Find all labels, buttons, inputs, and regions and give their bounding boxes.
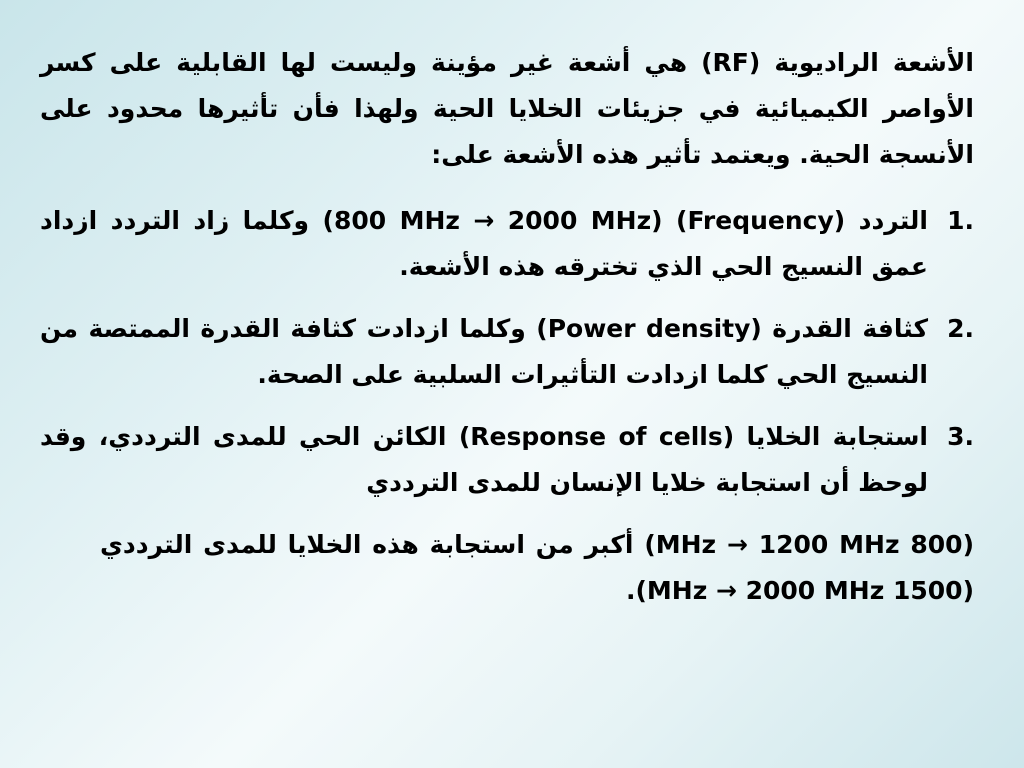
list-item-text: كثافة القدرة (Power density) وكلما ازدادت كثافة القدرة الممتصة من النسيج الحي كلما ازدادت التأثيرات السلبية على الصحة. [40, 314, 928, 389]
slide-content [40, 40, 974, 639]
list-item-cell-response [40, 414, 974, 506]
list-item-power-density [40, 306, 974, 398]
list-item-frequency [40, 198, 974, 290]
intro-paragraph: الأشعة الراديوية (RF) هي أشعة غير مؤينة وليست لها القابلية على كسر الأواصر الكيميائية في جزيئات الخلايا الحية ولهذا فأن تأثيرها محدود على الأنسجة الحية. ويعتمد تأثير هذه الأشعة على: [40, 48, 974, 169]
list-number: 1. [947, 206, 974, 235]
list-item-text: التردد (Frequency) (800 MHz → 2000 MHz) وكلما زاد التردد ازداد عمق النسيج الحي الذي تخترقه هذه الأشعة. [40, 206, 929, 281]
list-number: 3. [947, 422, 974, 451]
list-item-text: استجابة الخلايا (Response of cells) الكائن الحي للمدى الترددي، وقد لوحظ أن استجابة خلايا الإنسان للمدى الترددي [40, 422, 928, 497]
continuation-paragraph: (800 MHz → 1200 MHz) أكبر من استجابة هذه الخلايا للمدى الترددي (1500 MHz → 2000 MHz). [100, 530, 974, 605]
list-number: 2. [947, 314, 974, 343]
